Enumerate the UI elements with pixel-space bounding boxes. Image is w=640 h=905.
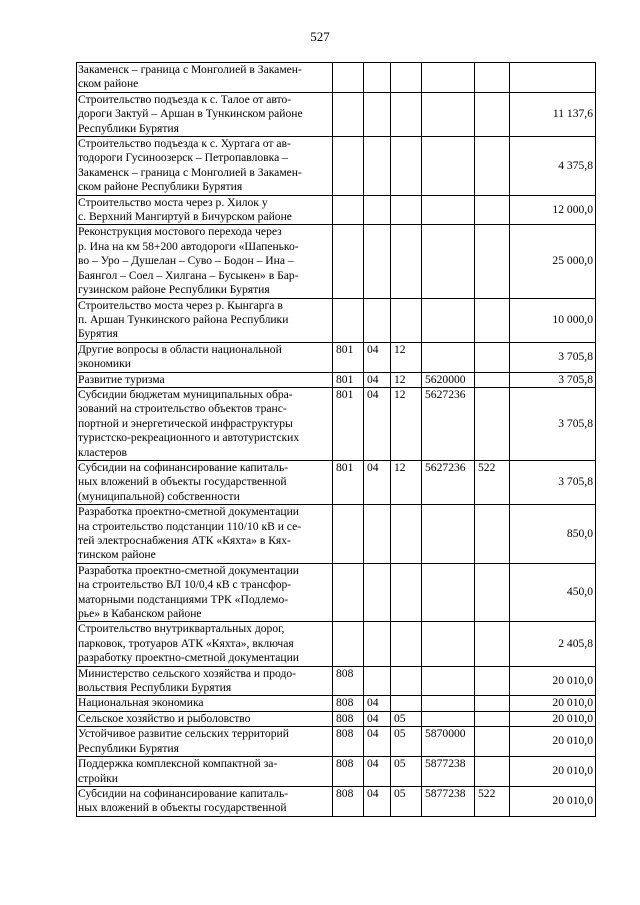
expense-type-cell (475, 505, 510, 564)
item-name-line: экономики (78, 357, 131, 371)
amount-cell: 3 705,8 (510, 342, 596, 372)
section-code-cell (364, 298, 391, 342)
amount-cell: 3 705,8 (510, 460, 596, 504)
expense-type-cell (475, 622, 510, 666)
amount-cell: 20 010,0 (510, 711, 596, 726)
item-name-cell (77, 696, 333, 711)
amount-cell: 20 010,0 (510, 757, 596, 787)
item-name-line: рье» в Кабанском районе (78, 607, 202, 621)
subsection-code-cell: 12 (391, 372, 422, 387)
item-name-cell (77, 225, 333, 298)
item-name-line: на строительство подстанции 110/10 кВ и се- (78, 519, 302, 533)
table-row (77, 387, 596, 460)
subsection-code-cell (391, 666, 422, 696)
target-article-cell (422, 195, 475, 225)
item-name-line: Сельское хозяйство и рыболовство (78, 711, 251, 725)
item-name-line: Развитие туризма (78, 372, 165, 386)
item-name-line: Закаменск – граница с Монголией в Закамен- (78, 165, 302, 179)
ministry-code-cell: 801 (333, 342, 364, 372)
item-name-line: разработку проектно-сметной документации (78, 651, 299, 665)
ministry-code-cell: 801 (333, 460, 364, 504)
item-name-line: гузинском районе Республики Бурятия (78, 283, 270, 297)
item-name-line: Строительство моста через р. Кынгарга в (78, 298, 283, 312)
expense-type-cell (475, 711, 510, 726)
item-name-line: стройки (78, 771, 118, 785)
target-article-cell: 5877238 (422, 757, 475, 787)
section-code-cell: 04 (364, 757, 391, 787)
item-name-cell (77, 563, 333, 622)
ministry-code-cell (333, 195, 364, 225)
subsection-code-cell (391, 63, 422, 93)
section-code-cell (364, 225, 391, 298)
section-code-cell (364, 195, 391, 225)
table-row (77, 342, 596, 372)
item-name-line: тинском районе (78, 548, 156, 562)
ministry-code-cell: 808 (333, 696, 364, 711)
item-name-line: Поддержка комплексной компактной за- (78, 757, 278, 771)
table-row (77, 696, 596, 711)
table-row (77, 460, 596, 504)
table-row (77, 711, 596, 726)
table-row (77, 666, 596, 696)
ministry-code-cell (333, 63, 364, 93)
section-code-cell: 04 (364, 372, 391, 387)
item-name-line: во – Уро – Душелан – Суво – Бодон – Ина – (78, 254, 294, 268)
ministry-code-cell (333, 92, 364, 136)
expense-type-cell: 522 (475, 786, 510, 816)
item-name-line: Министерство сельского хозяйства и продо- (78, 666, 297, 680)
subsection-code-cell: 05 (391, 727, 422, 757)
subsection-code-cell: 12 (391, 460, 422, 504)
target-article-cell (422, 505, 475, 564)
item-name-line: ском районе Республики Бурятия (78, 180, 243, 194)
table-row (77, 757, 596, 787)
table-row (77, 372, 596, 387)
section-code-cell (364, 92, 391, 136)
target-article-cell (422, 137, 475, 196)
target-article-cell (422, 63, 475, 93)
ministry-code-cell (333, 563, 364, 622)
item-name-line: Разработка проектно-сметной документации (78, 505, 299, 519)
section-code-cell (364, 137, 391, 196)
expense-type-cell (475, 666, 510, 696)
expense-type-cell (475, 342, 510, 372)
section-code-cell (364, 563, 391, 622)
table-row (77, 225, 596, 298)
target-article-cell: 5627236 (422, 460, 475, 504)
amount-cell: 850,0 (510, 505, 596, 564)
item-name-line: ных вложений в объекты государственной (78, 475, 287, 489)
amount-cell: 12 000,0 (510, 195, 596, 225)
subsection-code-cell (391, 92, 422, 136)
item-name-cell (77, 342, 333, 372)
item-name-cell (77, 460, 333, 504)
amount-cell: 20 010,0 (510, 696, 596, 711)
item-name-line: тей электроснабжения АТК «Кяхта» в Кях- (78, 534, 291, 547)
subsection-code-cell: 05 (391, 786, 422, 816)
item-name-cell (77, 505, 333, 564)
budget-table-body (77, 63, 596, 817)
amount-cell: 20 010,0 (510, 786, 596, 816)
expense-type-cell (475, 387, 510, 460)
item-name-line: п. Аршан Тункинского района Республики (78, 312, 289, 326)
subsection-code-cell (391, 195, 422, 225)
item-name-line: с. Верхний Мангиртуй в Бичурском районе (78, 210, 292, 224)
section-code-cell (364, 505, 391, 564)
item-name-line: дороги Зактуй – Аршан в Тункинском районе (78, 107, 303, 121)
budget-table (76, 62, 596, 817)
item-name-cell (77, 92, 333, 136)
page-number: 527 (310, 29, 330, 44)
item-name-cell (77, 387, 333, 460)
table-row (77, 63, 596, 93)
item-name-cell (77, 137, 333, 196)
item-name-cell (77, 298, 333, 342)
item-name-line: Субсидии бюджетам муниципальных обра- (78, 387, 293, 401)
section-code-cell (364, 63, 391, 93)
ministry-code-cell: 808 (333, 727, 364, 757)
table-row (77, 727, 596, 757)
item-name-line: Национальная экономика (78, 696, 204, 710)
item-name-cell (77, 666, 333, 696)
item-name-cell (77, 711, 333, 726)
amount-cell: 3 705,8 (510, 372, 596, 387)
subsection-code-cell: 05 (391, 757, 422, 787)
target-article-cell (422, 666, 475, 696)
expense-type-cell (475, 757, 510, 787)
item-name-line: вольствия Республики Бурятия (78, 681, 232, 695)
item-name-line: р. Ина на км 58+200 автодороги «Шапенько- (78, 239, 299, 253)
item-name-line: Реконструкция мостового перехода через (78, 225, 282, 239)
amount-cell: 2 405,8 (510, 622, 596, 666)
item-name-line: ском районе (78, 77, 139, 91)
table-row (77, 137, 596, 196)
item-name-line: кластеров (78, 445, 127, 459)
item-name-line: зований на строительство объектов транс- (78, 402, 287, 416)
ministry-code-cell: 808 (333, 711, 364, 726)
item-name-line: (муниципальной) собственности (78, 489, 240, 503)
section-code-cell: 04 (364, 460, 391, 504)
target-article-cell: 5870000 (422, 727, 475, 757)
amount-cell: 3 705,8 (510, 387, 596, 460)
ministry-code-cell: 808 (333, 666, 364, 696)
target-article-cell: 5620000 (422, 372, 475, 387)
item-name-line: Разработка проектно-сметной документации (78, 563, 299, 577)
ministry-code-cell (333, 298, 364, 342)
subsection-code-cell (391, 137, 422, 196)
expense-type-cell: 522 (475, 460, 510, 504)
section-code-cell: 04 (364, 387, 391, 460)
item-name-cell (77, 372, 333, 387)
table-row (77, 505, 596, 564)
item-name-line: Устойчивое развитие сельских территорий (78, 727, 289, 741)
target-article-cell: 5877238 (422, 786, 475, 816)
section-code-cell (364, 622, 391, 666)
expense-type-cell (475, 372, 510, 387)
subsection-code-cell (391, 563, 422, 622)
table-row (77, 622, 596, 666)
item-name-line: Строительство подъезда к с. Талое от авто- (78, 92, 292, 106)
target-article-cell (422, 225, 475, 298)
item-name-line: Субсидии на софинансирование капиталь- (78, 460, 289, 474)
subsection-code-cell: 12 (391, 342, 422, 372)
amount-cell: 20 010,0 (510, 727, 596, 757)
ministry-code-cell: 808 (333, 757, 364, 787)
ministry-code-cell: 808 (333, 786, 364, 816)
ministry-code-cell (333, 505, 364, 564)
item-name-line: ных вложений в объекты государственной (78, 801, 287, 815)
subsection-code-cell (391, 505, 422, 564)
item-name-line: тодороги Гусиноозерск – Петропавловка – (78, 151, 288, 165)
subsection-code-cell: 12 (391, 387, 422, 460)
ministry-code-cell (333, 225, 364, 298)
expense-type-cell (475, 727, 510, 757)
target-article-cell (422, 622, 475, 666)
amount-cell: 10 000,0 (510, 298, 596, 342)
section-code-cell: 04 (364, 342, 391, 372)
ministry-code-cell: 801 (333, 387, 364, 460)
item-name-line: Строительство моста через р. Хилок у (78, 195, 268, 209)
target-article-cell (422, 342, 475, 372)
item-name-line: Баянгол – Соел – Хилгана – Бусыкен» в Бар- (78, 268, 299, 282)
table-row (77, 195, 596, 225)
subsection-code-cell (391, 225, 422, 298)
ministry-code-cell: 801 (333, 372, 364, 387)
subsection-code-cell (391, 622, 422, 666)
target-article-cell (422, 696, 475, 711)
amount-cell: 4 375,8 (510, 137, 596, 196)
table-row (77, 92, 596, 136)
item-name-line: портной и энергетической инфраструктуры (78, 416, 293, 430)
expense-type-cell (475, 137, 510, 196)
expense-type-cell (475, 298, 510, 342)
target-article-cell (422, 298, 475, 342)
item-name-line: Закаменск – граница с Монголией в Закамен- (78, 63, 302, 76)
amount-cell: 11 137,6 (510, 92, 596, 136)
item-name-line: Строительство подъезда к с. Хуртага от ав- (78, 137, 291, 151)
subsection-code-cell (391, 298, 422, 342)
item-name-line: туристско-рекреационного и автотуристских (78, 431, 300, 445)
item-name-line: Республики Бурятия (78, 121, 179, 135)
subsection-code-cell: 05 (391, 711, 422, 726)
expense-type-cell (475, 63, 510, 93)
section-code-cell: 04 (364, 711, 391, 726)
expense-type-cell (475, 563, 510, 622)
ministry-code-cell (333, 622, 364, 666)
item-name-cell (77, 757, 333, 787)
item-name-cell (77, 786, 333, 816)
item-name-line: Другие вопросы в области национальной (78, 342, 282, 356)
section-code-cell (364, 666, 391, 696)
amount-cell (510, 63, 596, 93)
target-article-cell (422, 711, 475, 726)
section-code-cell: 04 (364, 786, 391, 816)
item-name-cell (77, 63, 333, 93)
expense-type-cell (475, 92, 510, 136)
table-row (77, 563, 596, 622)
item-name-cell (77, 195, 333, 225)
item-name-line: Республики Бурятия (78, 741, 179, 755)
target-article-cell (422, 563, 475, 622)
item-name-line: Бурятия (78, 327, 118, 341)
item-name-cell (77, 622, 333, 666)
expense-type-cell (475, 225, 510, 298)
ministry-code-cell (333, 137, 364, 196)
table-row (77, 298, 596, 342)
subsection-code-cell (391, 696, 422, 711)
item-name-cell (77, 727, 333, 757)
item-name-line: Субсидии на софинансирование капиталь- (78, 786, 289, 800)
item-name-line: Строительство внутриквартальных дорог, (78, 622, 285, 636)
target-article-cell (422, 92, 475, 136)
expense-type-cell (475, 696, 510, 711)
amount-cell: 20 010,0 (510, 666, 596, 696)
item-name-line: маторными подстанциями ТРК «Подлемо- (78, 592, 289, 606)
target-article-cell: 5627236 (422, 387, 475, 460)
section-code-cell: 04 (364, 727, 391, 757)
amount-cell: 25 000,0 (510, 225, 596, 298)
item-name-line: парковок, тротуаров АТК «Кяхта», включая (78, 636, 294, 650)
amount-cell: 450,0 (510, 563, 596, 622)
expense-type-cell (475, 195, 510, 225)
item-name-line: на строительство ВЛ 10/0,4 кВ с трансфор- (78, 578, 292, 592)
table-row (77, 786, 596, 816)
section-code-cell: 04 (364, 696, 391, 711)
